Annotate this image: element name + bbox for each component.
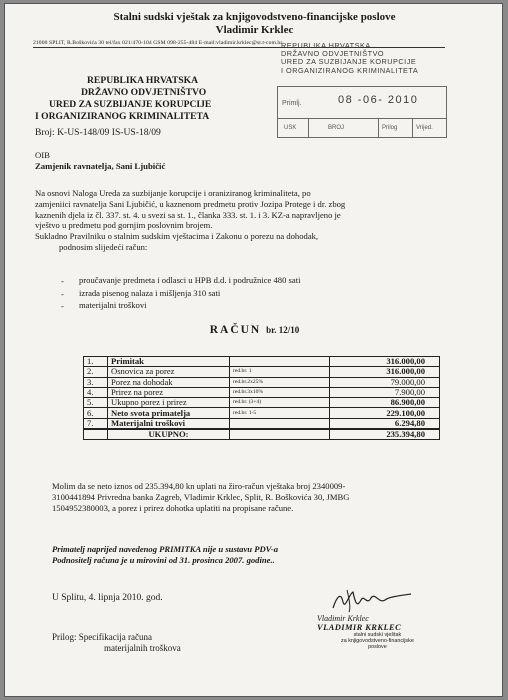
attachment-note <box>52 632 181 655</box>
text-line: 1504952380003, a porez i prirez dohotka uplatiti na propisane račune. <box>52 502 294 513</box>
stamp-line: URED ZA SUZBIJANJE KORUPCIJE <box>281 57 417 67</box>
total-label: UKUPNO: <box>108 429 230 440</box>
signature-stamp-name: VLADIMIR KRKLEC <box>317 622 402 632</box>
received-stamp-header <box>281 42 418 75</box>
text-line: Prilog: Specifikacija računa <box>52 632 152 642</box>
signature-name: Vladimir Krklec <box>317 614 369 623</box>
table-row: 1. Primitak 316.000,00 <box>84 357 440 367</box>
place-date: U Splitu, 4. lipnja 2010. god. <box>52 593 163 603</box>
table-row: 6. Neto svota primatelja red.br. 1-5 229.100,00 <box>84 408 440 418</box>
table-row: 4. Prirez na porez red.br.3x10% 7.900,00 <box>84 387 440 397</box>
vat-note <box>52 544 278 566</box>
stamp-col-vrijed: Vrijed. <box>416 125 433 131</box>
text-line: poslove <box>368 644 387 651</box>
signature-stamp-title <box>341 632 414 651</box>
list-item: materijalni troškovi <box>79 300 147 310</box>
document-page <box>4 3 503 697</box>
invoice-table <box>83 356 440 440</box>
table-row: 2. Osnovica za porez red.br. 1 316.000,00 <box>84 367 440 377</box>
stamp-line: REPUBLIKA HRVATSKA <box>281 41 371 50</box>
stamp-col-broj: BROJ <box>328 125 345 131</box>
stamp-col-prilog: Prilog <box>382 125 398 131</box>
text-line: materijalnih troškova <box>104 643 181 654</box>
text-line: Molim da se neto iznos od 235.394,80 kn uplati na žiro-račun vještaka broj 2340009- <box>52 481 346 491</box>
text-line: Sukladno Pravilniku o stalnim sudskim vještacima i Zakonu o porezu na dohodak, <box>35 231 319 242</box>
table-row: 3. Porez na dohodak red.br.2x25% 79.000,00 <box>84 377 440 387</box>
text-line: kaznenih djela iz čl. 337. st. 4. u svezi sa st. 1., članka 333. st. 1. i 3. KZ-a napravljeno je <box>35 209 341 220</box>
total-value: 235.394,80 <box>330 429 440 440</box>
recipient-line2: DRŽAVNO ODVJETNIŠTVO <box>81 87 207 98</box>
handwritten-signature <box>327 588 417 614</box>
text-line: zamjeniici ravnatelja Sani Ljubičić, u kaznenom predmetu protiv Jozipa Protege i dr. zbog <box>35 198 346 209</box>
stamp-line: DRŽAVNO ODVJETNIŠTVO <box>281 49 385 59</box>
letterhead-contact: 21000 SPLIT, R.Boškovića 30 tel/fax 021/470-104 GSM 098-255-484 E-mail:vladimir.krklec@st.t-com.hr <box>33 40 283 46</box>
received-stamp-box <box>277 86 447 138</box>
stamp-received-label: Primlj. <box>282 100 302 107</box>
body-paragraph <box>35 188 345 253</box>
recipient-line1: REPUBLIKA HRVATSKA <box>87 75 198 86</box>
list-item: proučavanje predmeta i odlasci u HPB d.d. i podružnice 480 sati <box>79 275 301 285</box>
table-row: 5. Ukupno porez i prirez red.br. (3+4) 86.900,00 <box>84 398 440 408</box>
text-line: za knjigovodstveno-financijske <box>341 638 414 645</box>
case-number: Broj: K-US-148/09 IS-US-18/09 <box>35 127 161 138</box>
invoice-title <box>5 324 504 336</box>
list-item: izrada pisenog nalaza i mišljenja 310 sati <box>79 288 221 298</box>
text-line: podnosim slijedeći račun: <box>59 241 148 252</box>
list-dash: - <box>61 276 64 286</box>
stamp-col-usk: USK <box>284 125 297 131</box>
text-line: Podnositelj računa je u mirovini od 31. prosinca 2007. godine.. <box>52 554 275 565</box>
payment-paragraph <box>52 481 349 513</box>
letterhead-name: Vladimir Krklec <box>215 24 294 36</box>
invoice-number: br. 12/10 <box>266 325 300 335</box>
invoice-title-text: RAČUN <box>209 324 262 336</box>
text-line: Primatelj naprijed navedenog PRIMITKA nije u sustavu PDV-a <box>52 544 279 554</box>
text-line: stalni sudski vještak <box>353 632 402 638</box>
text-line: vještvo u predmetu pod gornjim poslovnim brojem. <box>35 220 213 231</box>
oib-label: OIB <box>35 150 50 160</box>
list-dash: - <box>61 301 64 311</box>
list-dash: - <box>61 289 64 299</box>
stamp-line: I ORGANIZIRANOG KRIMINALITETA <box>281 65 419 75</box>
letterhead-title: Stalni sudski vještak za knjigovodstveno-financijske poslove <box>113 11 396 23</box>
text-line: Na osnovi Naloga Ureda za suzbijanje korupcije i oraniziranog kriminaliteta, po <box>35 188 311 198</box>
table-total-row <box>84 429 440 440</box>
recipient-line3: URED ZA SUZBIJANJE KORUPCIJE <box>49 99 212 110</box>
deputy-director: Zamjenik ravnatelja, Sani Ljubičić <box>35 161 166 171</box>
text-line: 3100441894 Privredna banka Zagreb, Vladimir Krklec, Split, R. Boškovića 30, JMBG <box>52 491 350 502</box>
recipient-line4: I ORGANIZIRANOG KRIMINALITETA <box>35 111 210 122</box>
stamp-received-date: 08 -06- 2010 <box>338 94 419 106</box>
table-row: 7. Materijalni troškovi 6.294,80 <box>84 418 440 429</box>
